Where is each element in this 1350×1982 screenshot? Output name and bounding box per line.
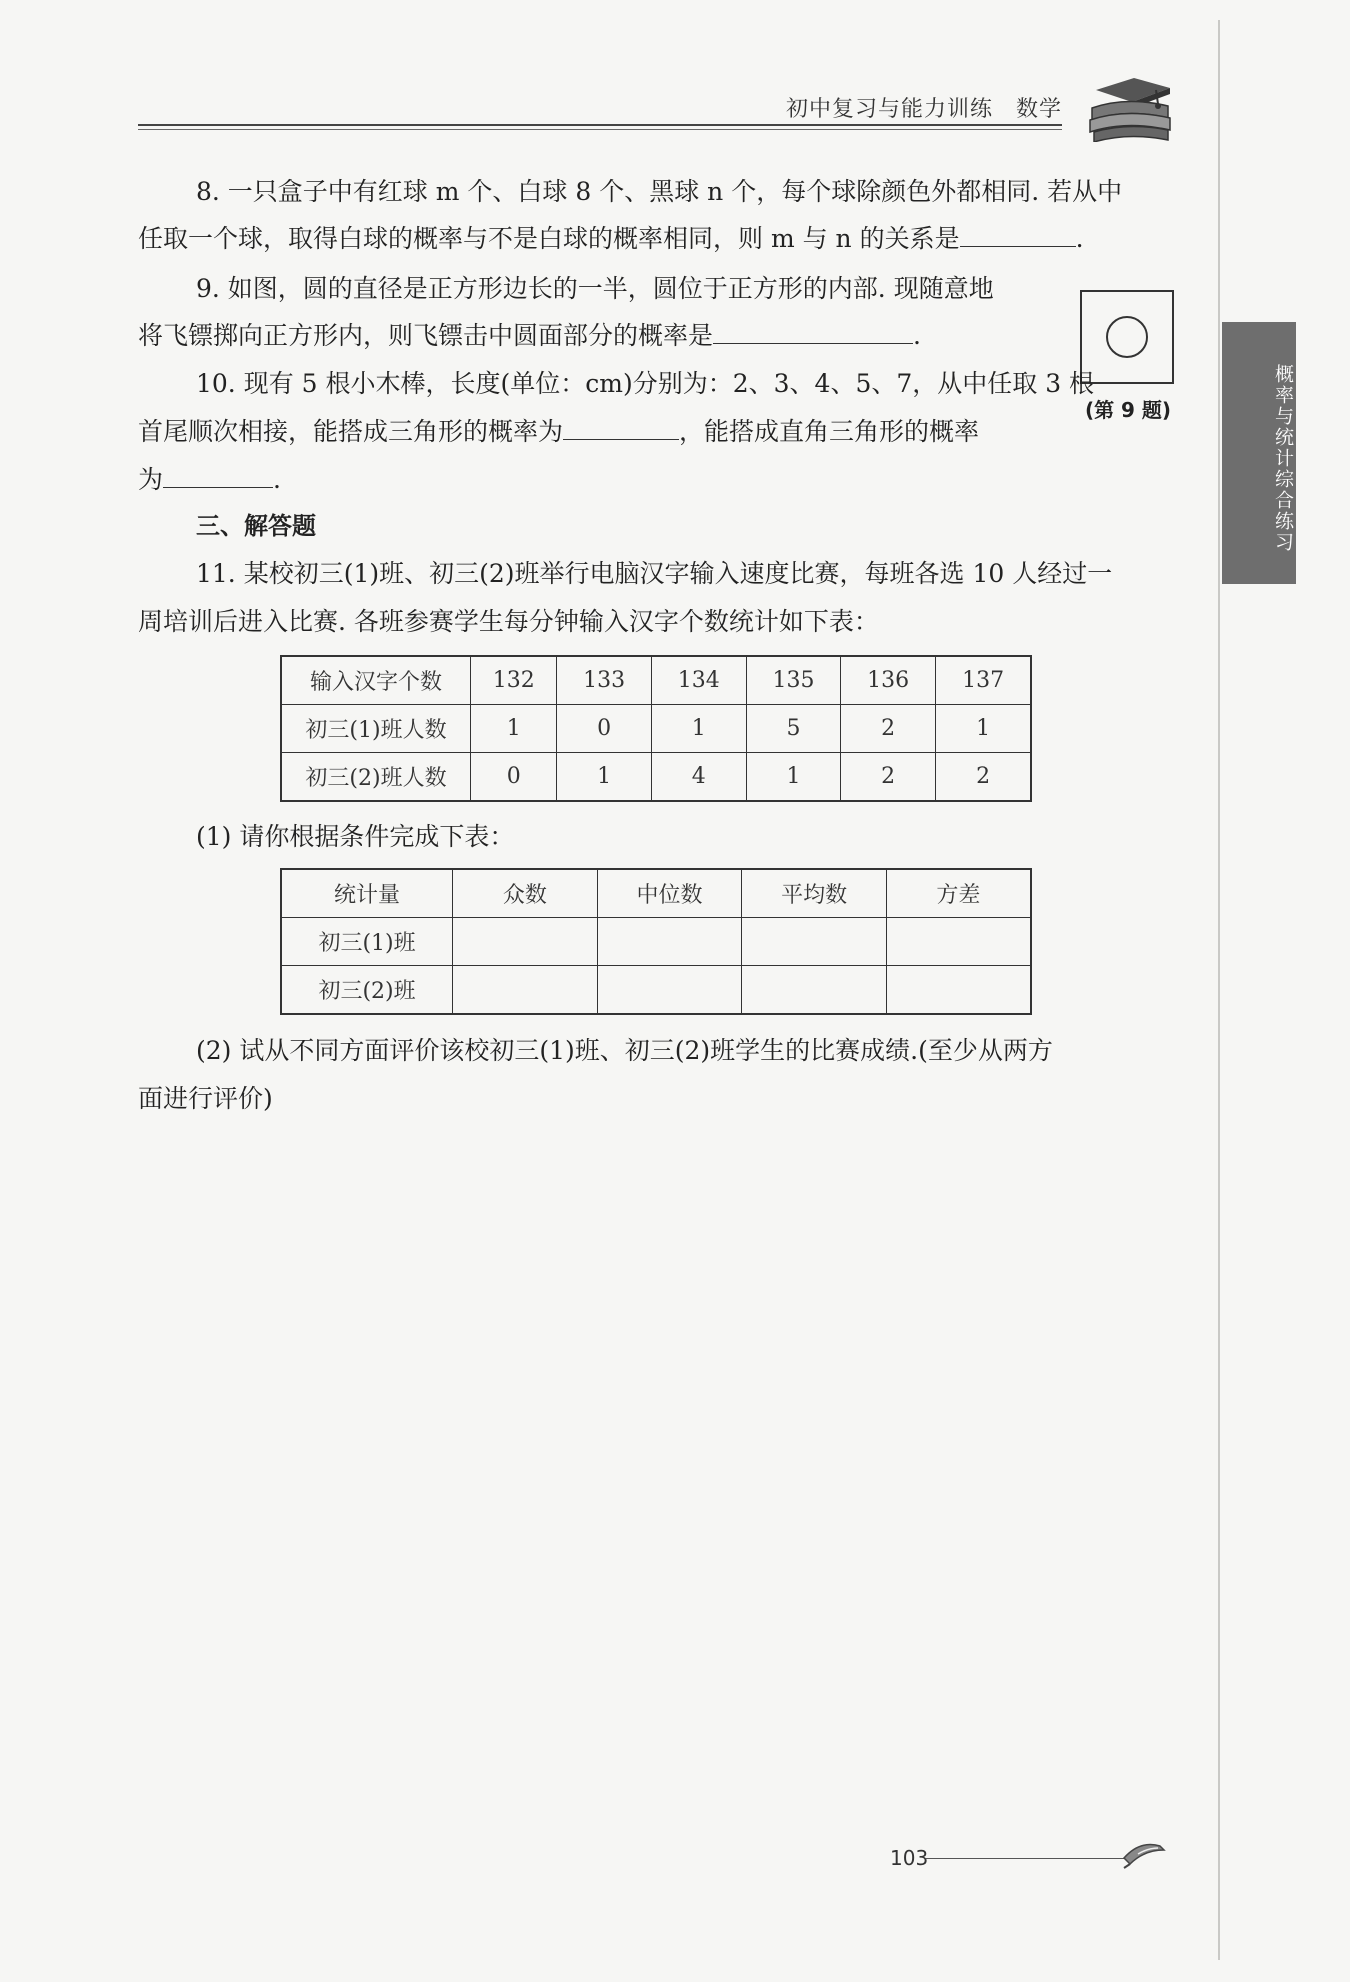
statistics-answer-table bbox=[280, 868, 1032, 1015]
table-cell bbox=[453, 966, 598, 1015]
table-header-cell: 输入汉字个数 bbox=[281, 656, 471, 705]
q9-line1: 9. 如图，圆的直径是正方形边长的一半，圆位于正方形的内部. 现随意地 bbox=[196, 274, 994, 303]
table-cell: 1 bbox=[746, 753, 840, 802]
table-cell: 4 bbox=[651, 753, 746, 802]
table-header-cell: 133 bbox=[557, 656, 651, 705]
typing-count-table bbox=[280, 655, 1032, 802]
q8-answer-blank bbox=[960, 220, 1076, 247]
q9-line2-text: 将飞镖掷向正方形内，则飞镖击中圆面部分的概率是 bbox=[138, 321, 714, 350]
table-header-cell: 132 bbox=[471, 656, 557, 705]
q8-end: . bbox=[1075, 224, 1084, 253]
table-cell bbox=[597, 918, 742, 966]
table-row-label: 初三(1)班 bbox=[281, 918, 453, 966]
table-cell bbox=[742, 918, 887, 966]
header-title: 初中复习与能力训练 数学 bbox=[785, 97, 1062, 122]
page-header bbox=[138, 88, 1062, 128]
q10-line3 bbox=[138, 456, 281, 503]
table-header-cell: 137 bbox=[936, 656, 1031, 705]
q10-line2b: ，能搭成直角三角形的概率 bbox=[679, 417, 980, 446]
table-cell: 1 bbox=[471, 705, 557, 753]
table-header-cell: 中位数 bbox=[597, 869, 742, 918]
q9-square-figure bbox=[1080, 290, 1174, 384]
books-logo-icon bbox=[1086, 56, 1176, 142]
q11-part1: (1) 请你根据条件完成下表： bbox=[196, 822, 515, 851]
q9-line2 bbox=[138, 312, 921, 359]
table-row bbox=[281, 869, 1031, 918]
page-edge bbox=[1218, 20, 1220, 1960]
table-row bbox=[281, 753, 1031, 802]
table-row bbox=[281, 705, 1031, 753]
table-row-label: 初三(2)班人数 bbox=[281, 753, 471, 802]
header-rule-thin bbox=[138, 129, 1062, 130]
table-row bbox=[281, 966, 1031, 1015]
q10-line3-text: 为 bbox=[138, 465, 164, 494]
table-header-cell: 135 bbox=[746, 656, 840, 705]
table-header-cell: 平均数 bbox=[742, 869, 887, 918]
table-cell: 1 bbox=[557, 753, 651, 802]
chapter-side-tab: 概率与统计综合练习 bbox=[1222, 322, 1296, 584]
q8-line2-text: 任取一个球，取得白球的概率与不是白球的概率相同，则 m 与 n 的关系是 bbox=[138, 224, 960, 253]
q10-line2 bbox=[138, 408, 979, 455]
q9-figure-caption: (第 9 题) bbox=[1084, 398, 1172, 422]
table-cell: 2 bbox=[841, 753, 936, 802]
table-cell: 2 bbox=[841, 705, 936, 753]
q10-line2a: 首尾顺次相接，能搭成三角形的概率为 bbox=[138, 417, 564, 446]
table-cell bbox=[742, 966, 887, 1015]
table-header-cell: 方差 bbox=[886, 869, 1031, 918]
table-cell bbox=[886, 966, 1031, 1015]
table-cell bbox=[597, 966, 742, 1015]
table-header-cell: 134 bbox=[651, 656, 746, 705]
table-cell: 2 bbox=[936, 753, 1031, 802]
table-cell: 5 bbox=[746, 705, 840, 753]
q10-line1: 10. 现有 5 根小木棒，长度(单位：cm)分别为：2、3、4、5、7，从中任取 3 根 bbox=[196, 369, 1095, 398]
pen-ornament-icon bbox=[1120, 1836, 1168, 1870]
q8-line1: 8. 一只盒子中有红球 m 个、白球 8 个、黑球 n 个，每个球除颜色外都相同. 若从中 bbox=[196, 177, 1123, 206]
footer-rule bbox=[926, 1858, 1130, 1859]
q9-answer-blank bbox=[713, 317, 913, 344]
table-header-cell: 136 bbox=[841, 656, 936, 705]
table-cell: 1 bbox=[936, 705, 1031, 753]
page-number: 103 bbox=[890, 1846, 929, 1870]
q10-blank-right-triangle bbox=[163, 461, 273, 488]
q11-part2-line2: 面进行评价) bbox=[138, 1084, 273, 1113]
table-header-cell: 众数 bbox=[453, 869, 598, 918]
section-title: 三、解答题 bbox=[196, 512, 316, 540]
table-cell bbox=[453, 918, 598, 966]
q9-circle bbox=[1106, 316, 1148, 358]
q11-line1: 11. 某校初三(1)班、初三(2)班举行电脑汉字输入速度比赛，每班各选 10 人经过一 bbox=[196, 559, 1113, 588]
q9-end: . bbox=[913, 321, 921, 350]
table-cell: 0 bbox=[471, 753, 557, 802]
q11-line2: 周培训后进入比赛. 各班参赛学生每分钟输入汉字个数统计如下表： bbox=[138, 607, 879, 636]
q10-end: . bbox=[273, 465, 281, 494]
table-cell bbox=[886, 918, 1031, 966]
q8-line2 bbox=[138, 215, 1084, 262]
table-row-label: 初三(1)班人数 bbox=[281, 705, 471, 753]
table-row bbox=[281, 656, 1031, 705]
q11-part2-line1: (2) 试从不同方面评价该校初三(1)班、初三(2)班学生的比赛成绩.(至少从两方 bbox=[196, 1036, 1053, 1065]
table-cell: 1 bbox=[651, 705, 746, 753]
header-rule bbox=[138, 124, 1062, 126]
q10-blank-triangle bbox=[563, 413, 679, 440]
table-row bbox=[281, 918, 1031, 966]
table-header-cell: 统计量 bbox=[281, 869, 453, 918]
table-row-label: 初三(2)班 bbox=[281, 966, 453, 1015]
table-cell: 0 bbox=[557, 705, 651, 753]
